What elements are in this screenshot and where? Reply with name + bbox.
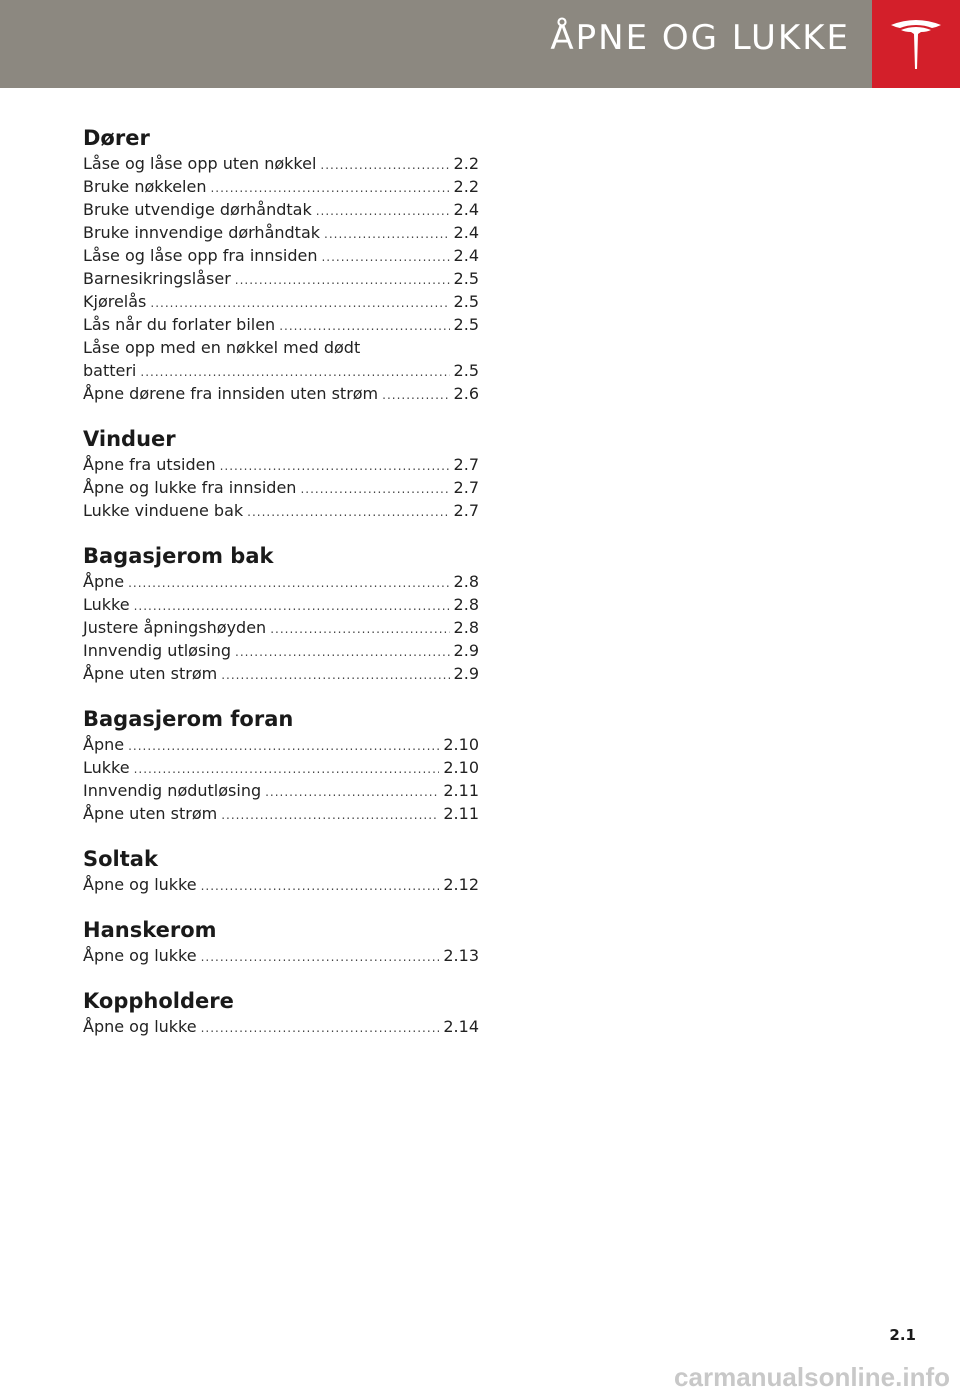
toc-page-number: 2.13: [443, 946, 479, 965]
toc-page-number: 2.10: [443, 758, 479, 777]
toc-entry[interactable]: [83, 175, 479, 198]
chapter-title: ÅPNE OG LUKKE: [550, 18, 850, 58]
toc-page-number: 2.14: [443, 1017, 479, 1036]
toc-entry-text: Innvendig utløsing: [83, 641, 232, 660]
toc-entry[interactable]: [83, 593, 479, 616]
toc-page-number: 2.7: [453, 501, 479, 520]
dot-leader: [134, 756, 440, 781]
section-heading: Koppholdere: [83, 989, 234, 1013]
toc-page-number: 2.4: [453, 200, 479, 219]
toc-section: [83, 705, 479, 825]
toc-page-number: 2.2: [453, 154, 479, 173]
toc-entry[interactable]: [83, 944, 479, 967]
toc-entry-text: Åpne: [83, 735, 125, 754]
dot-leader: [210, 175, 449, 200]
dot-leader: [300, 476, 449, 501]
toc-entry-text[interactable]: Låse opp med en nøkkel med dødt: [83, 338, 361, 357]
dot-leader: [140, 359, 449, 384]
dot-leader: [279, 313, 449, 338]
toc-page-number: 2.10: [443, 735, 479, 754]
toc-page-number: 2.5: [453, 292, 479, 311]
dot-leader: [201, 944, 440, 969]
toc-entry[interactable]: [83, 1015, 479, 1038]
toc-page-number: 2.12: [443, 875, 479, 894]
toc-entry-text: batteri: [83, 361, 137, 380]
toc-section: [83, 916, 479, 967]
toc-entry-text: Bruke utvendige dørhåndtak: [83, 200, 312, 219]
toc-page-number: 2.5: [453, 269, 479, 288]
toc-entry-text: Barnesikringslåser: [83, 269, 231, 288]
dot-leader: [134, 593, 450, 618]
toc-entry-text: Åpne uten strøm: [83, 804, 218, 823]
toc-entry[interactable]: [83, 267, 479, 290]
dot-leader: [382, 382, 449, 407]
toc-entry[interactable]: [83, 779, 479, 802]
toc-page-number: 2.11: [443, 781, 479, 800]
toc-page-number: 2.5: [453, 315, 479, 334]
toc-section: [83, 845, 479, 896]
section-heading: Bagasjerom foran: [83, 707, 294, 731]
toc-page-number: 2.8: [453, 595, 479, 614]
toc-page-number: 2.9: [453, 664, 479, 683]
dot-leader: [128, 733, 439, 758]
dot-leader: [265, 779, 439, 804]
toc-entry-text: Åpne og lukke: [83, 875, 197, 894]
toc-page-number: 2.2: [453, 177, 479, 196]
toc-page-number: 2.7: [453, 478, 479, 497]
brand-logo: [872, 0, 960, 88]
toc-entry-text: Innvendig nødutløsing: [83, 781, 262, 800]
toc-entry-text: Åpne fra utsiden: [83, 455, 216, 474]
toc-page-number: 2.5: [453, 361, 479, 380]
toc-entry-text: Lukke: [83, 595, 130, 614]
section-heading: Vinduer: [83, 427, 176, 451]
toc-section: [83, 987, 479, 1038]
section-heading: Bagasjerom bak: [83, 544, 274, 568]
toc-entry[interactable]: [83, 616, 479, 639]
toc-page-number: 2.4: [453, 223, 479, 242]
dot-leader: [150, 290, 449, 315]
dot-leader: [235, 267, 450, 292]
toc-page-number: 2.11: [443, 804, 479, 823]
dot-leader: [321, 244, 449, 269]
section-heading: Dører: [83, 126, 150, 150]
table-of-contents: [83, 124, 479, 1058]
toc-section: [83, 542, 479, 685]
dot-leader: [324, 221, 450, 246]
toc-entry[interactable]: [83, 756, 479, 779]
toc-entry-text: Låse og låse opp uten nøkkel: [83, 154, 317, 173]
toc-entry-text: Justere åpningshøyden: [83, 618, 267, 637]
toc-entry[interactable]: [83, 198, 479, 221]
toc-entry[interactable]: [83, 453, 479, 476]
dot-leader: [221, 662, 449, 687]
toc-page-number: 2.8: [453, 572, 479, 591]
dot-leader: [320, 152, 449, 177]
dot-leader: [270, 616, 449, 641]
section-heading: Soltak: [83, 847, 158, 871]
tesla-logo-icon: [885, 13, 947, 75]
page-header: [0, 0, 960, 88]
toc-page-number: 2.4: [453, 246, 479, 265]
toc-entry[interactable]: [83, 476, 479, 499]
dot-leader: [128, 570, 449, 595]
toc-page-number: 2.6: [453, 384, 479, 403]
toc-entry-text: Bruke innvendige dørhåndtak: [83, 223, 321, 242]
toc-entry[interactable]: [83, 570, 479, 593]
toc-entry-text: Åpne dørene fra innsiden uten strøm: [83, 384, 379, 403]
toc-entry[interactable]: [83, 359, 479, 382]
page-number: 2.1: [889, 1326, 916, 1344]
toc-entry-text: Lukke vinduene bak: [83, 501, 244, 520]
toc-entry[interactable]: [83, 221, 479, 244]
toc-section: [83, 425, 479, 522]
toc-entry-text: Åpne: [83, 572, 125, 591]
toc-entry[interactable]: [83, 382, 479, 405]
toc-entry-text: Låse og låse opp fra innsiden: [83, 246, 318, 265]
toc-entry[interactable]: [83, 152, 479, 175]
toc-entry[interactable]: [83, 639, 479, 662]
toc-entry[interactable]: [83, 244, 479, 267]
toc-page-number: 2.9: [453, 641, 479, 660]
toc-entry[interactable]: [83, 499, 479, 522]
dot-leader: [316, 198, 450, 223]
dot-leader: [247, 499, 449, 524]
toc-page-number: 2.7: [453, 455, 479, 474]
dot-leader: [220, 453, 450, 478]
toc-entry-text: Åpne og lukke fra innsiden: [83, 478, 297, 497]
dot-leader: [201, 1015, 440, 1040]
toc-page-number: 2.8: [453, 618, 479, 637]
toc-entry-text: Lås når du forlater bilen: [83, 315, 276, 334]
toc-entry-text: Lukke: [83, 758, 130, 777]
watermark: carmanualsonline.info: [674, 1362, 950, 1392]
toc-entry-text: Kjørelås: [83, 292, 147, 311]
toc-entry-text: Bruke nøkkelen: [83, 177, 207, 196]
toc-entry[interactable]: [83, 733, 479, 756]
toc-entry[interactable]: [83, 802, 479, 825]
toc-entry-text: Åpne uten strøm: [83, 664, 218, 683]
toc-entry-text: Åpne og lukke: [83, 1017, 197, 1036]
toc-entry[interactable]: [83, 873, 479, 896]
toc-entry[interactable]: [83, 662, 479, 685]
toc-entry[interactable]: [83, 290, 479, 313]
dot-leader: [221, 802, 439, 827]
dot-leader: [235, 639, 450, 664]
section-heading: Hanskerom: [83, 918, 217, 942]
toc-section: [83, 124, 479, 405]
dot-leader: [201, 873, 440, 898]
toc-entry-text: Åpne og lukke: [83, 946, 197, 965]
toc-entry[interactable]: [83, 313, 479, 336]
